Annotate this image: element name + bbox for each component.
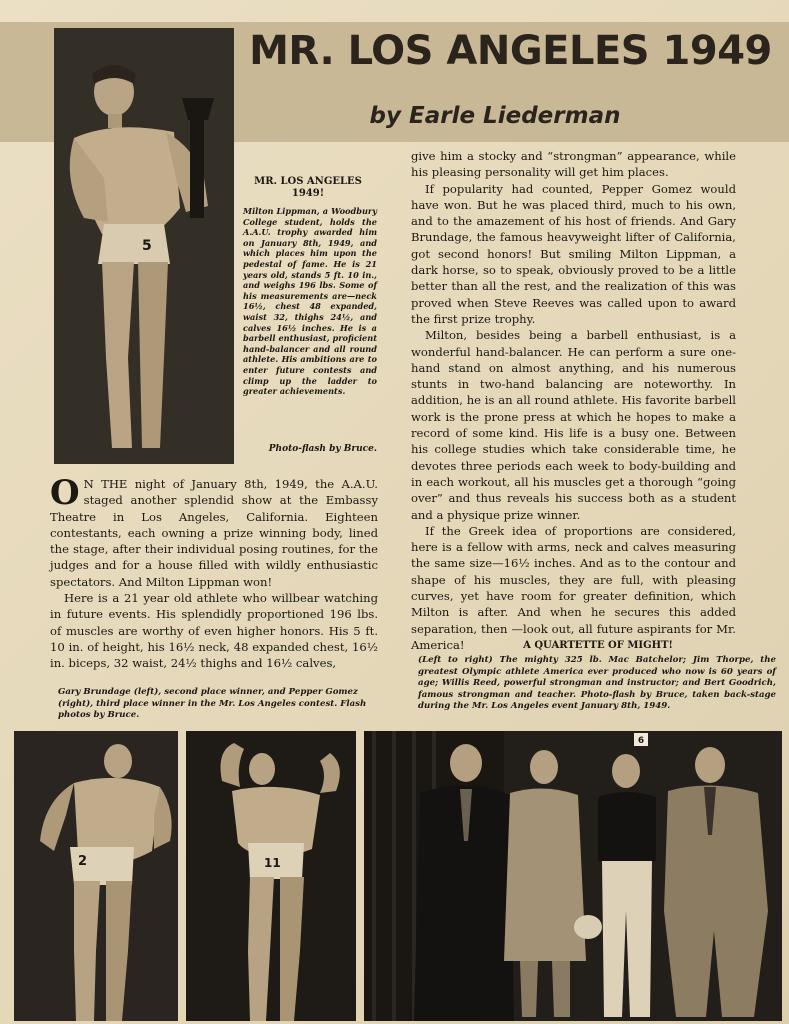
quartet-corner-number: 6 <box>637 736 645 746</box>
photo-pepper-gomez <box>186 731 356 1021</box>
right-paragraph-2: If popularity had counted, Pepper Gomez would have won. But he was placed third, much to his own, and to the amazement of his host of friends. And Gary Brundage, the famous heavyweight lifter of California, got second honors! But smiling Milton Lippman, a dark horse, so to speak, obviously proved to be a little better than all the rest, and the realization of this was proved when Steve Reeves was called upon to award the first prize trophy. <box>411 181 736 326</box>
article-byline: by Earle Liederman <box>369 103 621 129</box>
lippman-contest-number: 5 <box>142 238 152 254</box>
article-title: MR. LOS ANGELES 1949 <box>249 28 772 74</box>
right-paragraph-4: If the Greek idea of proportions are considered, here is a fellow with arms, neck and calves measuring the same size—16½ inches. And as to the contour and shape of his muscles, they are full, with pleasing curves, yet have room for greater definition, which Milton is after. And when he secures this added separation, then —look out, all future aspirants for Mr. America! <box>411 523 736 652</box>
photo-milton-lippman <box>54 28 234 464</box>
quartet-caption-body: (Left to right) The mighty 325 lb. Mac Batchelor; Jim Thorpe, the greatest Olympic athlete America ever produced who now is 60 years of age; Willis Reed, powerful strongman and instructor; and Bert Goodrich, famous strongman and teacher. Photo-flash by Bruce, taken back-stage during the Mr. Los Angeles event January 8th, 1949. <box>418 655 776 711</box>
left-paragraph-1 <box>50 473 378 590</box>
top-caption-heading-line1: MR. LOS ANGELES <box>254 176 362 187</box>
left-paragraph-1-text: N THE night of January 8th, 1949, the A.A.U. staged another splendid show at the Embassy Theatre in Los Angeles, California. Eighteen contestants, each owning a prize winning body, lined the stage, after their individual posing routines, for the judges and for a house filled with wildly enthusiastic spectators. And Milton Lippman won! <box>50 477 378 589</box>
right-paragraph-3: Milton, besides being a barbell enthusiast, is a wonderful hand-balancer. He can perform a sure one-hand stand on almost anything, and his numerous stunts in two-hand balancing are noteworthy. In addition, he is an all round athlete. His favorite barbell work is the prone press at which he hopes to make a record of some kind. His life is a busy one. Between his college studies which take considerable time, he devotes three periods each week to body-building and in each workout, all his muscles get a thorough “going over” and thus reveals his success both as a student and a physique prize winner. <box>411 328 736 522</box>
top-caption-credit: Photo-flash by Bruce. <box>268 444 377 454</box>
right-paragraph-1: give him a stocky and “strongman” appearance, while his pleasing personality will get him places. <box>411 149 736 180</box>
top-caption-heading <box>243 176 373 200</box>
left-column <box>50 473 378 672</box>
top-caption-body: Milton Lippman, a Woodbury College student, holds the A.A.U. trophy awarded him on January 8th, 1949, and which places him upon the pedestal of fame. He is 21 years old, stands 5 ft. 10 in., and weighs 196 lbs. Some of his measurements are—neck 16½, chest 48 expanded, waist 32, thighs 24½, and calves 16½ inches. He is a barbell enthusiast, proficient hand-balancer and all round athlete. His ambitions are to enter future contests and climp up the ladder to greater achievements. <box>243 206 377 397</box>
runners-up-caption: Gary Brundage (left), second place winner, and Pepper Gomez (right), third place winner in the Mr. Los Angeles contest. Flash photos by Bruce. <box>58 687 367 720</box>
gomez-contest-number: 11 <box>264 856 281 870</box>
top-caption-heading-line2: 1949! <box>291 188 325 199</box>
brundage-contest-number: 2 <box>78 854 88 869</box>
photo-gary-brundage <box>14 731 178 1021</box>
photo-quartette-of-might <box>364 731 782 1021</box>
left-paragraph-2: Here is a 21 year old athlete who willbear watching in future events. His splendidly proportioned 196 lbs. of muscles are worthy of even higher honors. His 5 ft. 10 in. of height, his 16½ neck, 48 expanded chest, 16½ in. biceps, 32 waist, 24½ thighs and 16½ calves, <box>50 591 378 671</box>
dropcap: O <box>50 473 80 513</box>
right-column <box>411 148 736 653</box>
quartet-caption-heading: A QUARTETTE OF MIGHT! <box>523 640 673 651</box>
